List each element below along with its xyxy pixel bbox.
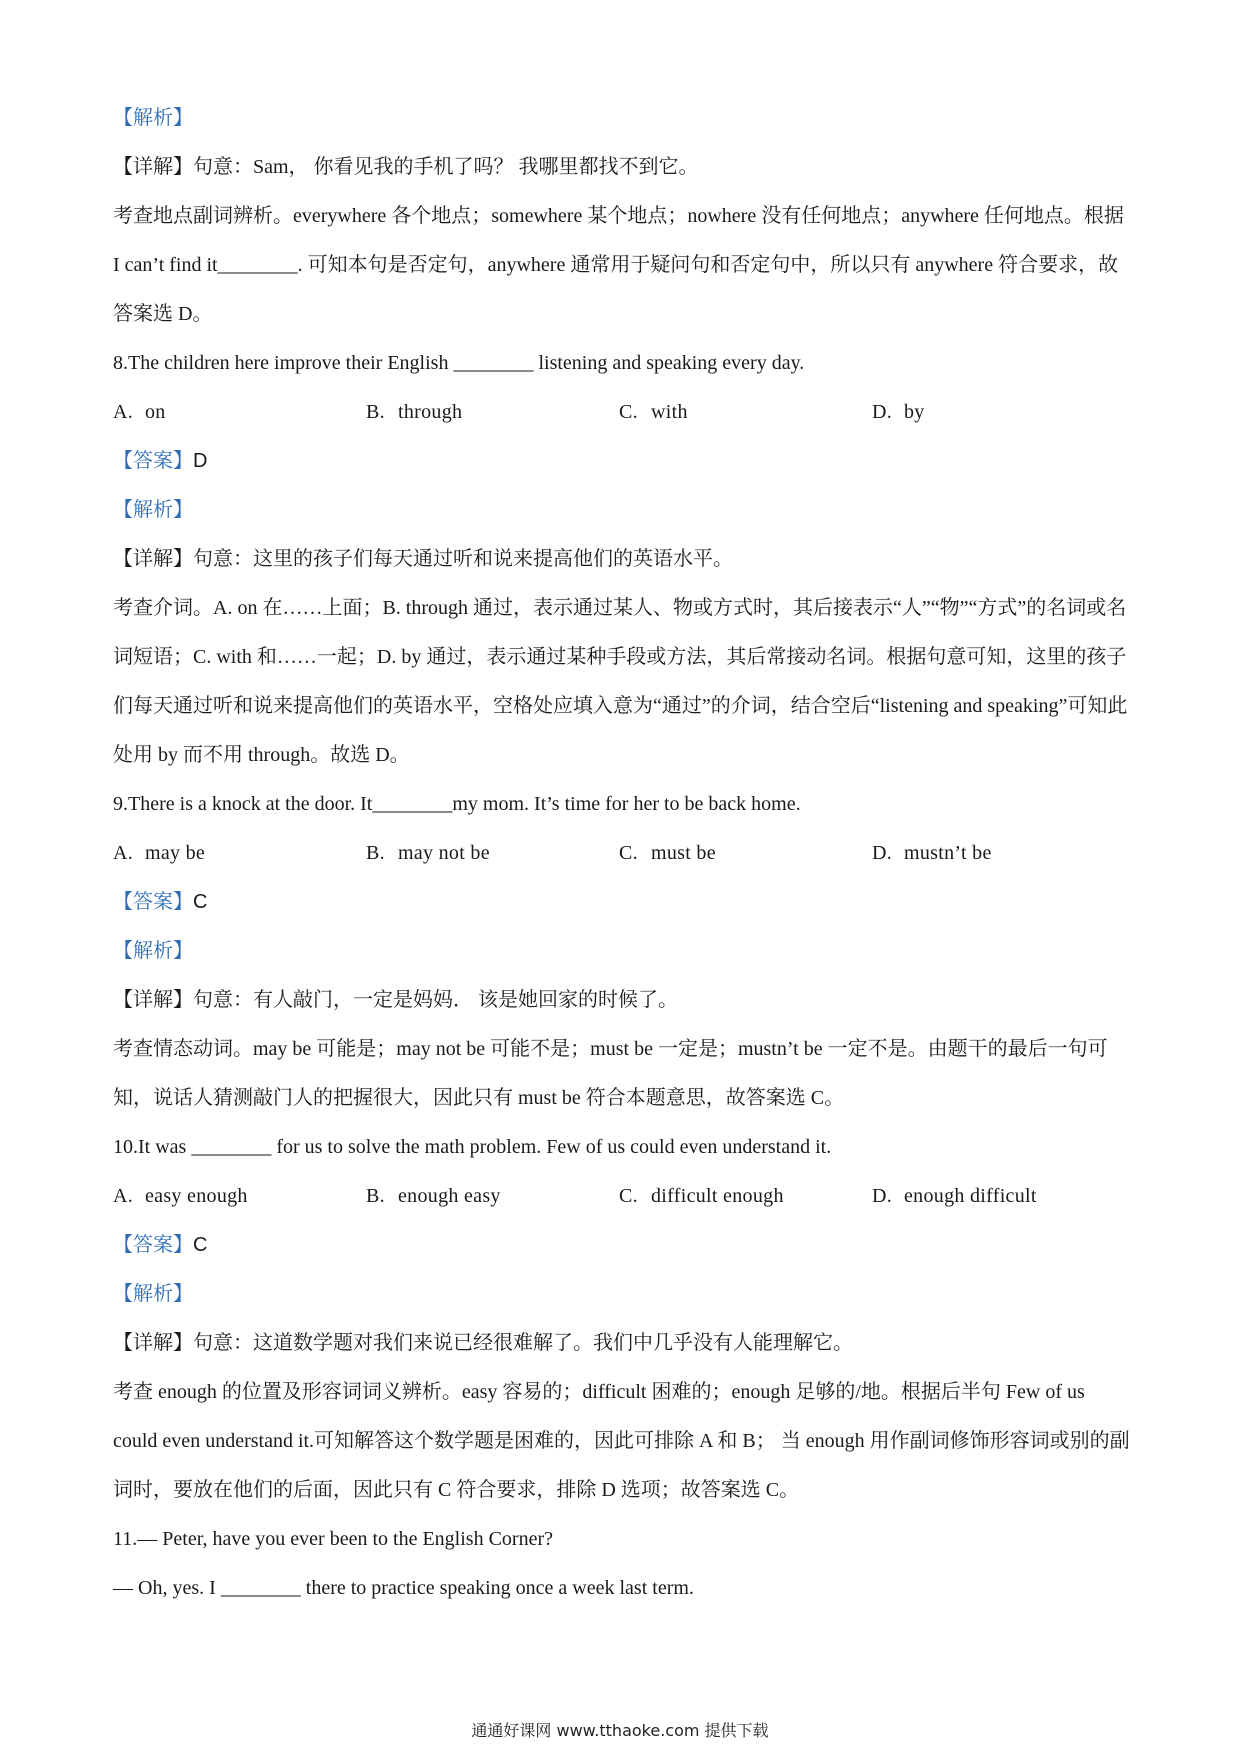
option-b: B. may not be	[366, 842, 490, 864]
option-a: A. easy enough	[113, 1185, 248, 1207]
question-9-stem: 9.There is a knock at the door. It________my mom. It’s time for her to be back home.	[113, 793, 801, 815]
option-d: D. enough difficult	[872, 1185, 1037, 1207]
question-9-options	[113, 829, 1133, 878]
option-d: D. by	[872, 401, 925, 423]
question-10-stem: 10.It was ________ for us to solve the math problem. Few of us could even understand it.	[113, 1136, 832, 1158]
analysis-tag: 【解析】	[113, 940, 193, 962]
question-10-options	[113, 1172, 1133, 1221]
detail-line: 【详解】句意：Sam， 你看见我的手机了吗？ 我哪里都找不到它。	[113, 156, 699, 178]
option-a: A. may be	[113, 842, 206, 864]
analysis-tag: 【解析】	[113, 499, 193, 521]
explanation-paragraph: 考查地点副词辨析。everywhere 各个地点；somewhere 某个地点；nowhere 没有任何地点；anywhere 任何地点。根据 I can’t find it________. 可知本句是否定句，anywhere 通常用于疑问句和否定句中，所以只有 anywhere 符合要求，故答案选 D。	[113, 205, 1124, 325]
question-8-stem: 8.The children here improve their English ________ listening and speaking every day.	[113, 352, 805, 374]
footer-watermark: 通通好课网 www.tthaoke.com 提供下载	[471, 1721, 769, 1740]
option-a: A. on	[113, 401, 166, 423]
option-b: B. through	[366, 401, 463, 423]
explanation-paragraph: 考查介词。A. on 在……上面；B. through 通过，表示通过某人、物或方式时，其后接表示“人”“物”“方式”的名词或名词短语；C. with 和……一起；D. by 通过，表示通过某种手段或方法，其后常接动名词。根据句意可知，这里的孩子们每天通过听和说来提高他们的英语水平，空格处应填入意为“通过”的介词，结合空后“listening and speaking”可知此处用 by 而不用 through。故选 D。	[113, 597, 1128, 766]
option-c: C. must be	[619, 842, 716, 864]
option-d: D. mustn’t be	[872, 842, 992, 864]
answer-line: 【答案】C	[113, 891, 208, 913]
question-11-line-2: — Oh, yes. I ________ there to practice speaking once a week last term.	[113, 1577, 694, 1599]
answer-line: 【答案】D	[113, 450, 208, 472]
explanation-paragraph: 考查 enough 的位置及形容词词义辨析。easy 容易的；difficult 困难的；enough 足够的/地。根据后半句 Few of us could even understand it.可知解答这个数学题是困难的，因此可排除 A 和 B； 当 enough 用作副词修饰形容词或别的副词时，要放在他们的后面，因此只有 C 符合要求，排除 D 选项；故答案选 C。	[113, 1381, 1130, 1501]
option-b: B. enough easy	[366, 1185, 501, 1207]
option-c: C. with	[619, 401, 688, 423]
option-c: C. difficult enough	[619, 1185, 784, 1207]
question-8-options	[113, 388, 1133, 437]
detail-line: 【详解】句意：有人敲门，一定是妈妈． 该是她回家的时候了。	[113, 989, 678, 1011]
answer-line: 【答案】C	[113, 1234, 208, 1256]
detail-line: 【详解】句意：这道数学题对我们来说已经很难解了。我们中几乎没有人能理解它。	[113, 1332, 853, 1354]
question-11-line-1: 11.— Peter, have you ever been to the English Corner?	[113, 1528, 553, 1550]
detail-line: 【详解】句意：这里的孩子们每天通过听和说来提高他们的英语水平。	[113, 548, 733, 570]
explanation-paragraph: 考查情态动词。may be 可能是；may not be 可能不是；must be 一定是；mustn’t be 一定不是。由题干的最后一句可知，说话人猜测敲门人的把握很大，因此只有 must be 符合本题意思，故答案选 C。	[113, 1038, 1108, 1109]
analysis-tag: 【解析】	[113, 1283, 193, 1305]
analysis-tag: 【解析】	[113, 107, 193, 129]
